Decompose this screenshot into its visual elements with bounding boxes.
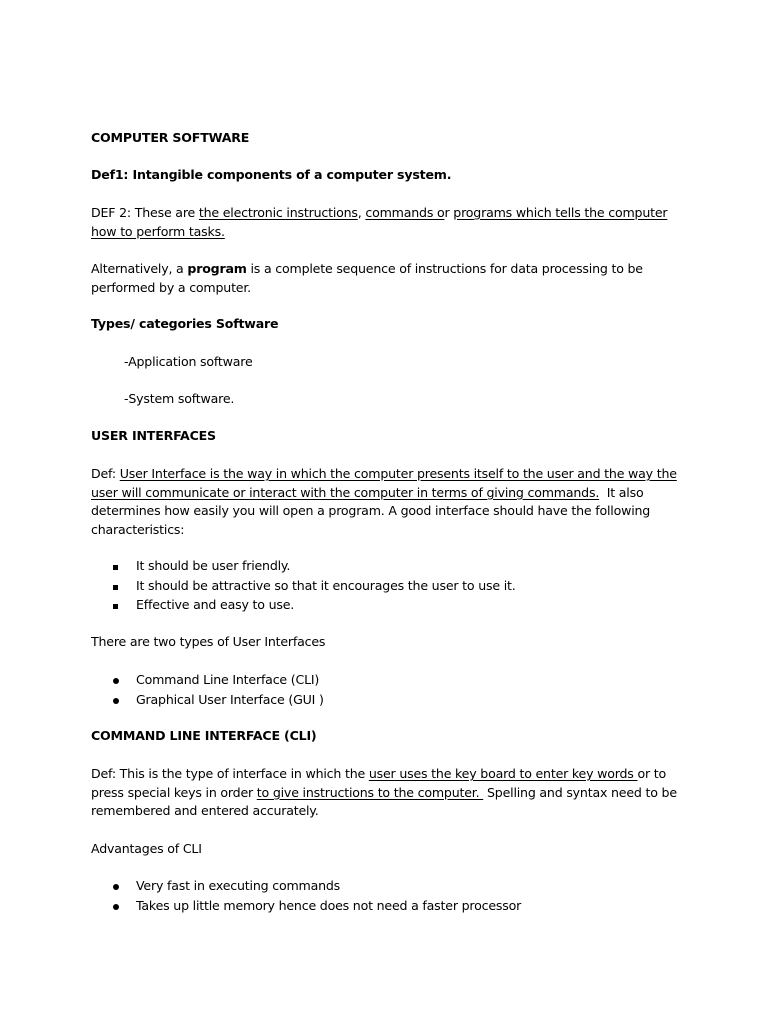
round-bullet-icon xyxy=(113,691,119,709)
ui-types-intro: There are two types of User Interfaces xyxy=(91,634,326,649)
square-bullet-icon xyxy=(113,557,118,575)
cli-definition-line-3: remembered and entered accurately. xyxy=(91,803,319,818)
square-bullet-icon xyxy=(113,596,118,614)
heading-cli: COMMAND LINE INTERFACE (CLI) xyxy=(91,728,317,743)
types-heading: Types/ categories Software xyxy=(91,316,279,331)
round-bullet-icon xyxy=(113,877,119,895)
definition-2-line-1: DEF 2: These are the electronic instructions, commands or programs which tells the computer xyxy=(91,205,668,220)
cli-advantage-item: Takes up little memory hence does not need a faster processor xyxy=(136,898,522,913)
ui-definition-line-1: Def: User Interface is the way in which the computer presents itself to the user and the way the xyxy=(91,466,677,481)
type-system-software: -System software. xyxy=(124,391,235,406)
ui-definition-line-4: characteristics: xyxy=(91,522,185,537)
characteristic-item: It should be user friendly. xyxy=(136,558,291,573)
program-definition-line-2: performed by a computer. xyxy=(91,280,251,295)
definition-1: Def1: Intangible components of a computer system. xyxy=(91,167,452,182)
definition-2-line-2: how to perform tasks. xyxy=(91,224,225,239)
type-application-software: -Application software xyxy=(124,354,253,369)
heading-user-interfaces: USER INTERFACES xyxy=(91,428,216,443)
cli-definition-line-1: Def: This is the type of interface in which the user uses the key board to enter key words or to xyxy=(91,766,667,781)
ui-type-item: Command Line Interface (CLI) xyxy=(136,672,320,687)
ui-type-item: Graphical User Interface (GUI ) xyxy=(136,692,324,707)
square-bullet-icon xyxy=(113,577,118,595)
round-bullet-icon xyxy=(113,897,119,915)
program-definition-line-1: Alternatively, a program is a complete sequence of instructions for data processing to be xyxy=(91,261,643,276)
round-bullet-icon xyxy=(113,671,119,689)
characteristic-item: It should be attractive so that it encourages the user to use it. xyxy=(136,578,516,593)
characteristic-item: Effective and easy to use. xyxy=(136,597,295,612)
cli-advantages-heading: Advantages of CLI xyxy=(91,841,202,856)
cli-advantage-item: Very fast in executing commands xyxy=(136,878,341,893)
heading-computer-software: COMPUTER SOFTWARE xyxy=(91,130,250,145)
cli-definition-line-2: press special keys in order to give instructions to the computer. Spelling and syntax need to be xyxy=(91,785,677,800)
ui-definition-line-2: user will communicate or interact with the computer in terms of giving commands. It also xyxy=(91,485,644,500)
ui-definition-line-3: determines how easily you will open a program. A good interface should have the following xyxy=(91,503,651,518)
